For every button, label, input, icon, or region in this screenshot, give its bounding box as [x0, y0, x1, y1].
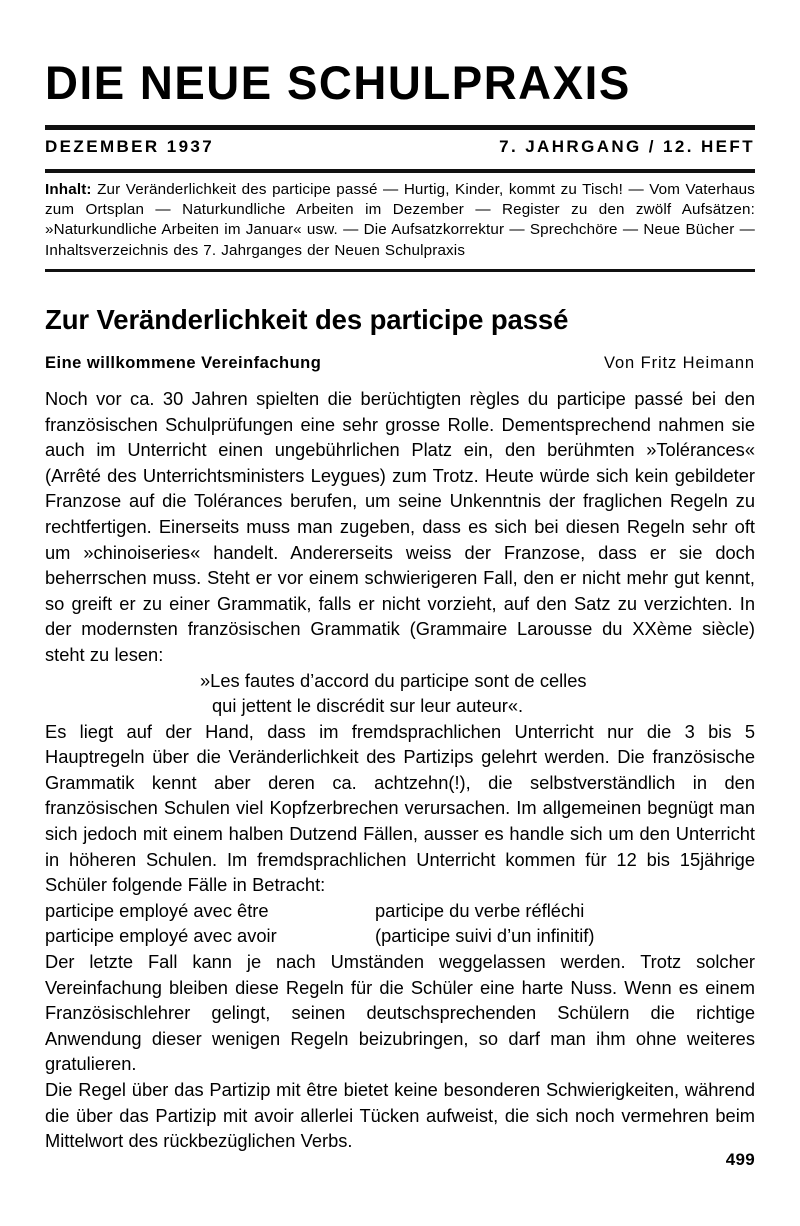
page-number: 499 — [725, 1150, 755, 1169]
subhead-row — [45, 354, 755, 373]
pullquote-line-2: qui jettent le discrédit sur leur auteur«. — [212, 695, 524, 717]
contents-text: Zur Veränderlichkeit des participe passé — Hurtig, Kinder, kommt zu Tisch! — Vom Vaterhaus zum Ortsplan — Naturkundliche Arbeiten im Dezember — Register zu den zwölf Aufsätzen: »Naturkundliche Arbeiten im Januar« usw. — Die Aufsatzkorrektur — Sprechchöre — Neue Bücher — Inhaltsverzeichnis des 7. Jahrganges der Neuen Schulpraxis — [45, 180, 755, 259]
issue-volume: 7. JAHRGANG / 12. HEFT — [499, 136, 755, 156]
case-row — [45, 898, 755, 924]
case-row — [45, 923, 755, 949]
article-body — [45, 386, 755, 1154]
article-title: Zur Veränderlichkeit des participe passé — [45, 303, 569, 335]
pullquote — [45, 668, 755, 719]
case-list — [45, 898, 755, 949]
contents-block — [45, 173, 755, 261]
article-subhead: Eine willkommene Vereinfachung — [45, 353, 322, 372]
case-right: participe du verbe réfléchi — [375, 899, 585, 921]
paragraph-2: Es liegt auf der Hand, dass im fremdsprachlichen Unterricht nur die 3 bis 5 Hauptregeln über die Veränderlichkeit des Partizips gelehrt werden. Die französische Grammatik kennt aber deren ca. achtzehn(!), die selbstverständlich in den französischen Schulen viel Kopfzerbrechen verursachen. Im allgemeinen begnügt man sich jedoch mit einem halben Dutzend Fällen, ausser es handle sich um den Unterricht in höheren Schulen. Im fremdsprachlichen Unterricht kommen für 12 bis 15jährige Schüler folgende Fälle in Betracht: — [45, 720, 755, 896]
contents-rule — [45, 269, 755, 272]
pullquote-line-1: »Les fautes d’accord du participe sont de celles — [200, 669, 587, 691]
paragraph-1: Noch vor ca. 30 Jahren spielten die berüchtigten règles du participe passé bei den französischen Schulprüfungen eine sehr grosse Rolle. Dementsprechend nahmen sie auch im Unterricht einen ungebührlichen Platz ein, den berühmten »Tolérances« (Arrêté des Unterrichtsministers Leygues) zum Trotz. Heute würde sich kein gebildeter Franzose auf die Tolérances berufen, um seine Unkenntnis der fraglichen Regeln zu rechtfertigen. Einerseits muss man zugeben, dass es sich bei diesen Regeln sehr oft um »chinoiseries« handelt. Andererseits weiss der Franzose, dass er sie doch beherrschen muss. Steht er vor einem schwierigeren Fall, den er nicht mehr gut kennt, so greift er zu einer Grammatik, falls er nicht vorzieht, auf den Satz zu verzichten. In der modernsten französischen Grammatik (Grammaire Larousse du XXème siècle) steht zu lesen: — [45, 387, 755, 665]
contents-label: Inhalt: — [45, 180, 92, 198]
paragraph-4: Die Regel über das Partizip mit être bietet keine besonderen Schwierigkeiten, während die über das Partizip mit avoir allerlei Tücken aufweist, die sich noch vermehren beim Mittelwort des rückbezüglichen Verbs. — [45, 1079, 755, 1152]
issue-line — [45, 130, 755, 163]
case-left: participe employé avec être — [45, 899, 269, 921]
case-right: (participe suivi d’un infinitif) — [375, 925, 595, 947]
issue-date: DEZEMBER 1937 — [45, 136, 215, 156]
article-byline: Von Fritz Heimann — [603, 353, 755, 372]
case-left: participe employé avec avoir — [45, 925, 277, 947]
masthead-title: DIE NEUE SCHULPRAXIS — [45, 56, 631, 109]
paragraph-3: Der letzte Fall kann je nach Umständen weggelassen werden. Trotz solcher Vereinfachung bleiben diese Regeln für die Schüler eine harte Nuss. Wenn es einem Französischlehrer gelingt, seinen deutschsprechenden Schülern die richtige Anwendung dieser wenigen Regeln beizubringen, so darf man ihm ohne weiteres gratulieren. — [45, 951, 755, 1075]
